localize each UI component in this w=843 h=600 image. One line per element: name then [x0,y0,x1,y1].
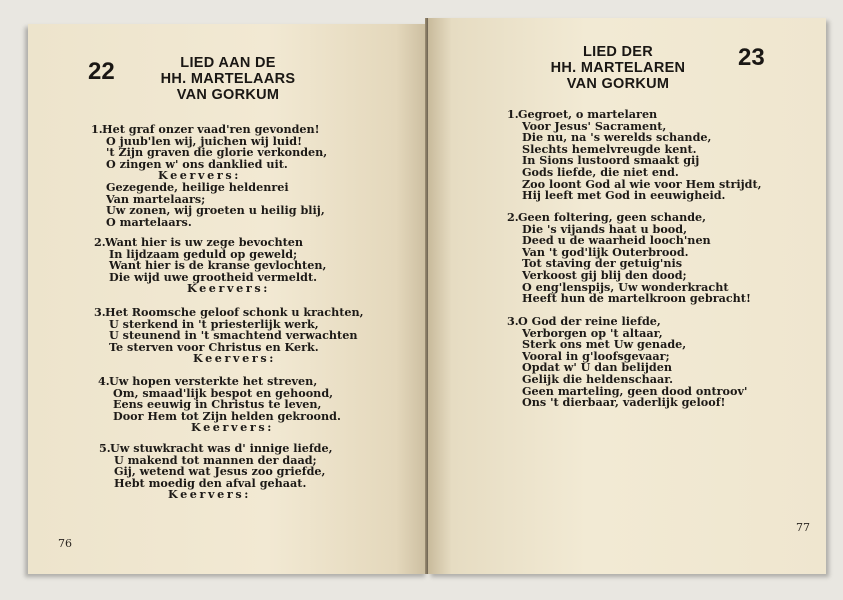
verse-line: 5. Uw stuwkracht was d' innige liefde, [99,441,333,455]
verse-line: Van 't god'lijk Outerbrood. [522,244,689,259]
verse-line: Gelijk die heldenschaar. [522,371,674,386]
verse-line: U steunend in 't smachtend verwachten [109,328,358,343]
title-line: VAN GORKUM [566,76,670,92]
verse-line: Door Hem tot Zijn helden gekroond. [113,408,341,423]
title-line: HH. MARTELAREN [550,60,686,76]
verse-line: Opdat w' U dan belijden [522,360,672,375]
title-line: LIED AAN DE [180,55,276,71]
verse-line: 2. Geen foltering, geen schande, [507,210,707,224]
verse-line: O eng'lenspijs, Uw wonderkracht [522,279,729,294]
verse-line: 't Zijn graven die glorie verkonden, [106,145,328,160]
verse-line: O martelaars. [106,214,192,229]
verse-line: Eens eeuwig in Christus te leven, [113,397,322,412]
refrain-label: Keervers: [168,487,251,502]
stanza-number: 2. [507,210,519,224]
verse-line: Voor Jesus' Sacrament, [522,118,667,133]
verse-line: Verkoost gij blij den dood; [522,267,687,282]
title-line: HH. MARTELAARS [160,71,296,87]
verse-line: Uw zonen, wij groeten u heilig blij, [106,203,325,218]
verse-line: Slechts hemelvreugde kent. [522,141,697,156]
verse-line: O juub'len wij, juichen wij luid! [106,133,303,148]
stanza-number: 4. [98,374,110,388]
verse-line: Ons 't dierbaar, vaderlijk geloof! [522,395,726,410]
verse-line: In Sions lustoord smaakt gij [522,153,700,168]
verse-line: Zoo loont God al wie voor Hem strijdt, [522,176,762,191]
verse-line: Gods liefde, die niet end. [522,164,679,179]
verse-line: Gij, wetend wat Jesus zoo griefde, [114,464,326,479]
verse-line: 4. Uw hopen versterkte het streven, [98,374,318,388]
hymn-number: 22 [88,58,115,85]
verse-line: Die wijd uwe grootheid vermeldt. [109,269,318,284]
verse-line: Hij leeft met God in eeuwigheid. [522,188,726,203]
verse-line: Tot staving der getuig'nis [522,256,683,271]
verse-line: U sterkend in 't priesterlijk werk, [109,316,319,331]
verse-line: U makend tot mannen der daad; [114,452,317,467]
title-line: VAN GORKUM [176,87,280,103]
verse-line: Van martelaars; [106,191,206,206]
right-page [428,18,826,574]
verse-line: In lijdzaam geduld op geweld; [109,246,298,261]
verse-line: Om, smaad'lijk bespot en gehoond, [113,385,334,400]
verse-line: 1. Het graf onzer vaad'ren gevonden! [91,122,320,136]
stanza [99,441,333,502]
verse-line: Die 's vijands haat u bood, [522,221,687,236]
refrain-stanza [106,182,325,228]
verse-line: Te sterven voor Christus en Kerk. [109,339,319,354]
verse-line: Deed u de waarheid looch'nen [522,233,711,248]
verse-line: 3. O God der reine liefde, [507,314,661,328]
page-number: 77 [796,521,810,534]
stanza-number: 1. [507,107,519,121]
refrain-label: Keervers: [191,420,274,435]
verse-line: 1. Gegroet, o martelaren [507,107,658,121]
verse-line: O zingen w' ons danklied uit. [106,156,288,171]
left-page [28,24,428,574]
stanza [507,107,762,203]
stanza [94,305,364,366]
refrain-label: Keervers: [193,351,276,366]
verse-line: Die nu, na 's werelds schande, [522,130,712,145]
verse-line: Verborgen op 't altaar, [522,325,663,340]
page-number: 76 [58,537,72,550]
title-line: LIED DER [582,44,654,60]
stanza-number: 1. [91,122,103,136]
verse-line: Hebt moedig den afval gehaat. [114,475,307,490]
stanza-number: 3. [507,314,519,328]
verse-line: Want hier is de kranse gevlochten, [109,258,327,273]
verse-line: Gezegende, heilige heldenrei [106,180,289,194]
stanza-number: 2. [94,235,106,249]
hymn-title [133,55,323,103]
stanza [98,374,341,435]
verse-line: 2. Want hier is uw zege bevochten [94,235,304,249]
stanza-number: 5. [99,441,111,455]
stanza [507,314,748,410]
verse-line: Heeft hun de martelkroon gebracht! [522,291,751,306]
stanza-number: 3. [94,305,106,319]
refrain-label: Keervers: [187,281,270,296]
hymn-number: 23 [738,44,765,71]
refrain-label: Keervers: [158,168,241,183]
hymn-title [528,44,708,92]
stanza [91,122,328,183]
stanza [507,210,751,306]
verse-line: Vooral in g'loofsgevaar; [522,348,670,363]
verse-line: Sterk ons met Uw genade, [522,337,687,352]
verse-line: Geen marteling, geen dood ontroov' [522,383,748,398]
stanza [94,235,327,296]
verse-line: 3. Het Roomsche geloof schonk u krachten, [94,305,364,319]
